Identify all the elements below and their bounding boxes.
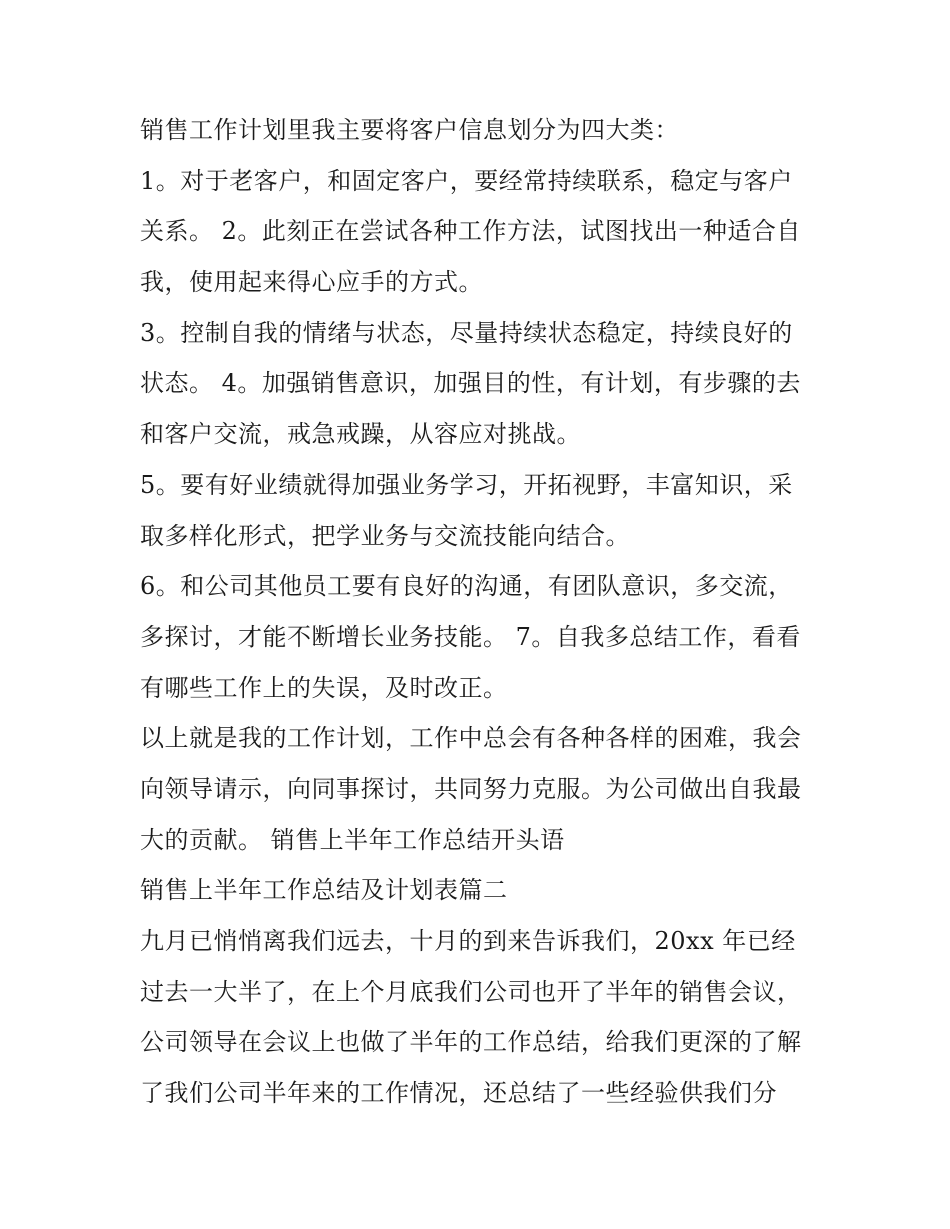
text-line: 1。对于老客户，和固定客户，要经常持续联系，稳定与客户: [140, 167, 793, 195]
text-line: 多探讨，才能不断增长业务技能。 7。自我多总结工作，看看: [140, 623, 801, 651]
section-heading: 销售上半年工作总结及计划表篇二: [140, 876, 508, 904]
text-line: 销售工作计划里我主要将客户信息划分为四大类：: [140, 116, 679, 144]
text-line: 我，使用起来得心应手的方式。: [140, 268, 483, 296]
text-line: 有哪些工作上的失误，及时改正。: [140, 674, 508, 702]
text-line: 5。要有好业绩就得加强业务学习，开拓视野，丰富知识，采: [140, 471, 793, 499]
text-line: 6。和公司其他员工要有良好的沟通，有团队意识，多交流，: [140, 572, 793, 600]
text-line: 和客户交流，戒急戒躁，从容应对挑战。: [140, 420, 581, 448]
text-line: 九月已悄悄离我们远去，十月的到来告诉我们，20xx 年已经: [140, 927, 796, 955]
text-line: 了我们公司半年来的工作情况，还总结了一些经验供我们分: [140, 1079, 777, 1107]
text-line: 公司领导在会议上也做了半年的工作总结，给我们更深的了解: [140, 1028, 802, 1056]
text-line: 过去一大半了，在上个月底我们公司也开了半年的销售会议，: [140, 978, 802, 1006]
text-line: 大的贡献。 销售上半年工作总结开头语: [140, 826, 565, 854]
text-line: 状态。 4。加强销售意识，加强目的性，有计划，有步骤的去: [140, 369, 801, 397]
text-line: 3。控制自我的情绪与状态，尽量持续状态稳定，持续良好的: [140, 319, 793, 347]
text-line: 向领导请示，向同事探讨，共同努力克服。为公司做出自我最: [140, 775, 802, 803]
text-line: 取多样化形式，把学业务与交流技能向结合。: [140, 522, 630, 550]
text-line: 以上就是我的工作计划，工作中总会有各种各样的困难，我会: [140, 724, 802, 752]
text-line: 关系。 2。此刻正在尝试各种工作方法，试图找出一种适合自: [140, 217, 801, 245]
